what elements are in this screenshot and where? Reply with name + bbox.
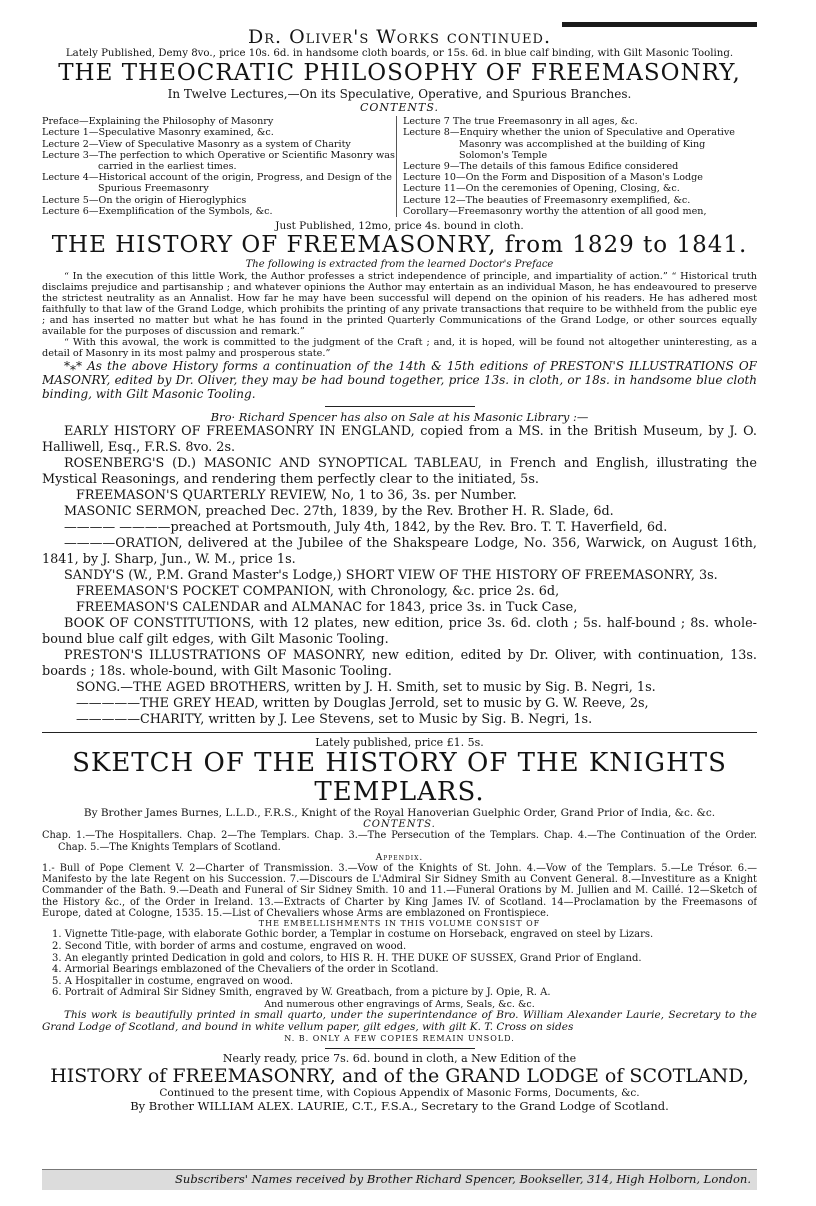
scotland-title: HISTORY of FREEMASONRY, and of the GRAND LODGE of SCOTLAND,: [50, 1064, 749, 1087]
lecture-right-column: [396, 116, 757, 217]
lecture-item: Corollary—Freemasonry worthy the attention of all good men,: [403, 205, 707, 217]
spencer-item: SANDY'S (W., P.M. Grand Master's Lodge,) SHORT VIEW OF THE HISTORY OF FREEMASONRY, 3s.: [64, 568, 718, 584]
embellishment-item: 4. Armorial Bearings emblazoned of the Chevaliers of the order in Scotland.: [52, 964, 439, 976]
lecture-item: Lecture 2—View of Speculative Masonry as a system of Charity: [42, 138, 351, 150]
spencer-item: FREEMASON'S POCKET COMPANION, with Chronology, &c. price 2s. 6d,: [76, 584, 560, 600]
lecture-item: Lecture 9—The details of this famous Edifice considered: [403, 161, 679, 173]
templars-author: By Brother James Burnes, L.L.D., F.R.S., Knight of the Royal Hanoverian Guelphic Order, Grand Prior of India, &c. &c.: [83, 807, 716, 820]
embellishment-item: 1. Vignette Title-page, with elaborate Gothic border, a Templar in costume on Horseback, engraved on steel by Lizars.: [52, 929, 654, 941]
spencer-item: MASONIC SERMON, preached Dec. 27th, 1839, by the Rev. Brother H. R. Slade, 6d.: [64, 504, 614, 520]
scotland-section: [42, 1052, 757, 1113]
templars-contents-heading: CONTENTS.: [363, 819, 436, 831]
lecture-item: Lecture 10—On the Form and Disposition of a Mason's Lodge: [403, 172, 703, 184]
templars-also: And numerous other engravings of Arms, Seals, &c. &c.: [264, 998, 535, 1010]
spencer-item: ROSENBERG'S (D.) MASONIC AND SYNOPTICAL TABLEAU, in French and English, illustrating the Mystical Reasonings, and rendering them perfectly clear to the initiated, 5s.: [42, 456, 757, 488]
footer-line: Subscribers' Names received by Brother Richard Spencer, Bookseller, 314, High Holborn, London.: [175, 1172, 751, 1186]
theocratic-section: [42, 60, 757, 217]
embellishments-list: [42, 929, 757, 999]
theocratic-subtitle: In Twelve Lectures,—On its Speculative, Operative, and Spurious Branches.: [167, 87, 632, 102]
lecture-item: Lecture 11—On the ceremonies of Opening, Closing, &c.: [403, 183, 680, 195]
spencer-section: [42, 410, 757, 728]
lecture-item: Lecture 12—The beauties of Freemasonry exemplified, &c.: [403, 194, 691, 206]
templars-title: SKETCH OF THE HISTORY OF THE KNIGHTS TEMPLARS.: [72, 748, 727, 808]
embellishment-item: 3. An elegantly printed Dedication in gold and colors, to HIS R. H. THE DUKE OF SUSSEX, Grand Prior of England.: [52, 952, 642, 964]
divider: [325, 1048, 475, 1049]
history-published: Just Published, 12mo, price 4s. bound in cloth.: [275, 220, 524, 233]
spencer-item: FREEMASON'S QUARTERLY REVIEW, No, 1 to 36, 3s. per Number.: [76, 488, 517, 504]
published-note: Lately Published, Demy 8vo., price 10s. 6d. in handsome cloth boards, or 15s. 6d. in blue calf binding, with Gilt Masonic Tooling.: [65, 48, 734, 59]
history-section: [42, 220, 757, 401]
appendix-text: 1.- Bull of Pope Clement V. 2—Charter of Transmission. 3.—Vow of the Knights of St. John. 4.—Vow of the Templars. 5.—Le Trésor. 6.—Manifesto by the late Regent on his Succession. 7.—Discours de L'Admiral Sir Sidney Smith au Convent General. 8.—Investiture as a Knight Commander of the Bath. 9.—Death and Funeral of Sir Sidney Smith. 10 and 11.—Funeral Orations by M. Jullien and M. Caillé. 12—Sketch of the History &c., of the Order in Ireland. 13.—Extracts of Charter by King James IV. of Scotland. 14—Proclamation by the Freemasons of Europe, dated at Cologne, 1535. 15.—List of Chevaliers whose Arms are emblazoned on Frontispiece.: [42, 862, 757, 920]
lecture-item: Lecture 1—Speculative Masonry examined, &c.: [42, 127, 274, 139]
spencer-item: PRESTON'S ILLUSTRATIONS OF MASONRY, new edition, edited by Dr. Oliver, with continuation, 13s. boards ; 18s. whole-bound, with Gilt Masonic Tooling.: [42, 648, 757, 680]
copies-remain: N. B. ONLY A FEW COPIES REMAIN UNSOLD.: [284, 1033, 515, 1043]
page-title: Dr. Oliver's Works continued.: [248, 26, 551, 48]
templars-note: This work is beautifully printed in small quarto, under the superintendance of Bro. William Alexander Laurie, Secretary to the Grand Lodge of Scotland, and bound in white vellum paper, gilt edges, with gilt K. T. Cross on sides: [42, 1008, 757, 1033]
scotland-author: By Brother WILLIAM ALEX. LAURIE, C.T., F.S.A., Secretary to the Grand Lodge of Scotland.: [130, 1098, 669, 1113]
history-continuation: *⁎* As the above History forms a continuation of the 14th & 15th editions of PRESTON'S ILLUSTRATIONS OF MASONRY, edited by Dr. Oliver, they may be had bound together, price 13s. in cloth, or 18s. in handsome blue cloth binding, with Gilt Masonic Tooling.: [42, 359, 757, 402]
lecture-item: Lecture 6—Exemplification of the Symbols, &c.: [42, 205, 273, 217]
embellishment-item: 2. Second Title, with border of arms and costume, engraved on wood.: [52, 940, 407, 952]
lecture-item: Lecture 8—Enquiry whether the union of Speculative and Operative Masonry was accomplished at the building of King Solomon's Temple: [403, 127, 735, 161]
divider: [42, 732, 757, 733]
templars-published: Lately published, price £1. 5s.: [315, 736, 484, 750]
lecture-item: Lecture 5—On the origin of Hieroglyphics: [42, 194, 247, 206]
history-avowal: “ With this avowal, the work is committed to the judgment of the Craft ; and, it is hoped, will be found not altogether uninteresting, as a detail of Masonry in its most palmy and prosperous state.”: [42, 337, 757, 360]
lecture-item: Preface—Explaining the Philosophy of Masonry: [42, 116, 274, 128]
spencer-item: —————CHARITY, written by J. Lee Stevens, set to Music by Sig. B. Negri, 1s.: [76, 712, 593, 728]
history-extract-note: The following is extracted from the learned Doctor's Preface: [245, 259, 554, 271]
spencer-item: ———— ————preached at Portsmouth, July 4th, 1842, by the Rev. Bro. T. T. Haverfield, 6d.: [64, 520, 668, 536]
templars-section: [42, 736, 757, 1043]
embellishment-item: 6. Portrait of Admiral Sir Sidney Smith, engraved by W. Greatbach, from a picture by J. Opie, R. A.: [52, 987, 551, 999]
spencer-item: BOOK OF CONSTITUTIONS, with 12 plates, new edition, price 3s. 6d. cloth ; 5s. half-bound ; 8s. whole-bound blue calf gilt edges, with Gilt Masonic Tooling.: [42, 616, 757, 648]
spencer-item: ————ORATION, delivered at the Jubilee of the Shakspeare Lodge, No. 356, Warwick, on August 16th, 1841, by J. Sharp, Jun., W. M., price 1s.: [42, 536, 757, 568]
lecture-item: Lecture 3—The perfection to which Operative or Scientific Masonry was carried in the earliest times.: [42, 149, 395, 173]
appendix-heading: Appendix.: [375, 852, 424, 863]
lecture-columns: [42, 116, 757, 217]
history-title: THE HISTORY OF FREEMASONRY, from 1829 to 1841.: [51, 232, 748, 259]
footer-strip: [42, 1169, 757, 1190]
spencer-intro: Bro· Richard Spencer has also on Sale at his Masonic Library :—: [210, 410, 589, 425]
embellishments-heading: THE EMBELLISHMENTS IN THIS VOLUME CONSIST OF: [258, 919, 541, 929]
lecture-item: Lecture 7 The true Freemasonry in all ages, &c.: [403, 116, 638, 128]
contents-heading: CONTENTS.: [359, 101, 440, 115]
spencer-item: SONG.—THE AGED BROTHERS, written by J. H. Smith, set to music by Sig. B. Negri, 1s.: [76, 680, 656, 696]
scotland-published: Nearly ready, price 7s. 6d. bound in cloth, a New Edition of the: [222, 1051, 577, 1065]
embellishment-item: 5. A Hospitaller in costume, engraved on wood.: [52, 975, 294, 987]
lecture-item: Lecture 4—Historical account of the origin, Progress, and Design of the Spurious Freemasonry: [42, 172, 392, 195]
history-preface: “ In the execution of this little Work, the Author professes a strict independence of principle, and impartiality of action.” “ Historical truth disclaims prejudice and partisanship ; and whatever opinions the Author may entertain as an individual Mason, he has endeavoured to preserve the strictest neutrality as an Annalist. How far he may have been successful will depend on the opinion of his readers. He has adhered most faithfully to that law of the Grand Lodge, which prohibits the printing of any private transactions that require to be withheld from the public eye ; and has inserted no matter but what he has found in the printed Quarterly Communications of the Grand Lodge, or other sources equally available for the purposes of discussion and remark.”: [42, 270, 757, 337]
spencer-item: FREEMASON'S CALENDAR and ALMANAC for 1843, price 3s. in Tuck Case,: [76, 600, 578, 616]
spencer-item: —————THE GREY HEAD, written by Douglas Jerrold, set to music by G. W. Reeve, 2s,: [76, 696, 649, 712]
templars-contents: Chap. 1.—The Hospitallers. Chap. 2—The Templars. Chap. 3.—The Persecution of the Templars. Chap. 4.—The Continuation of the Order. Chap. 5.—The Knights Templars of Scotland.: [42, 830, 757, 853]
scotland-continued: Continued to the present time, with Copious Appendix of Masonic Forms, Documents, &c.: [159, 1086, 640, 1099]
theocratic-title: THE THEOCRATIC PHILOSOPHY OF FREEMASONRY,: [58, 60, 741, 87]
top-rule: [562, 22, 757, 27]
divider: [325, 406, 475, 407]
lecture-left-column: [42, 116, 396, 217]
spencer-item: EARLY HISTORY OF FREEMASONRY IN ENGLAND, copied from a MS. in the British Museum, by J. O. Halliwell, Esq., F.R.S. 8vo. 2s.: [42, 424, 757, 456]
advertisement-page: [42, 18, 757, 1190]
